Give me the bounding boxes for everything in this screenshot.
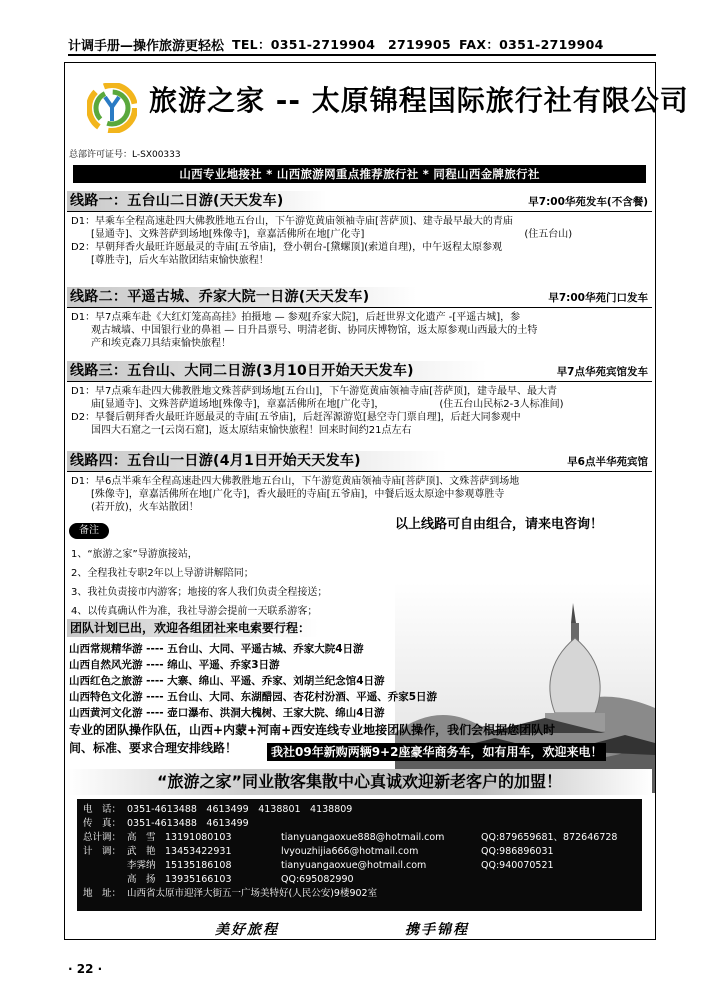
phone-value: 0351-4613488 4613499 4138801 4138809 [127,804,353,815]
person-name: 高 扬 [127,874,156,885]
honor-banner: 山西专业地接社 * 山西旅游网重点推荐旅行社 * 同程山西金牌旅行社 [73,165,646,183]
company-logo-icon [87,83,137,133]
itinerary-line: 观古城墙、中国银行业的鼻祖 — 日升昌票号、明清老街、协同庆博物馆，返太原参观山西最大的土特 [71,325,538,336]
person-label: 计 调： [83,846,122,857]
person-name: 李霁纳 [127,860,156,871]
notes-list [71,545,327,621]
person-email: tianyuangaoxue888@hotmail.com [281,832,445,843]
group-plan-title: 团队计划已出，欢迎各组团社来电索要行程： [67,619,318,637]
route-4-title: 线路四：五台山一日游(4月1日开始天天发车) [67,451,447,471]
person-mobile: 13935166103 [165,874,232,885]
person-email: tianyuangaoxue@hotmail.com [281,860,427,871]
welcome-banner: “旅游之家”同业散客集散中心真诚欢迎新老客户的加盟！ [67,769,652,795]
advert-page [64,62,689,940]
person-email: lvyouzhijia666@hotmail.com [281,846,419,857]
notes-tag: 备注 [69,523,109,539]
route-1-header [67,191,652,211]
person-mobile: 13191080103 [165,832,232,843]
route-3-title: 线路三：五台山、大同二日游(3月10日开始天天发车) [67,361,487,381]
route-2-title: 线路二：平遥古城、乔家大院一日游(天天发车) [67,287,417,307]
phone-label: 电 话： [83,804,122,815]
company-header [65,63,689,160]
group-plan-item: 山西自然风光游 ---- 绵山、平遥、乔家3日游 [69,659,280,671]
contact-person-row [83,873,636,887]
group-plan-item: 山西特色文化游 ---- 五台山、大同、东湖醋园、杏花村汾酒、平遥、乔家5日游 [69,691,438,703]
itinerary-line: D2：早餐后朝拜香火最旺许愿最灵的寺庙[五爷庙]，后赶浑源游览[悬空寺门票自理]，后赶大同参观中 [71,412,521,423]
itinerary-line: D1：早7点乘车赴四大佛教胜地文殊菩萨到场地[五台山]，下午游览黄庙领袖寺庙[菩萨顶]，建寺最早、最大青 [71,386,558,397]
person-qq: QQ:986896031 [481,846,554,857]
person-name: 高 雪 [127,832,156,843]
group-plan-item: 山西红色之旅游 ---- 大寨、绵山、平遥、乔家、刘胡兰纪念馆4日游 [69,675,385,687]
itinerary-line: D1：早6点半乘车全程高速赴四大佛教胜地五台山，下午游览黄庙领袖寺庙[菩萨顶]、文殊菩萨到场地 [71,476,520,487]
note-item: 1、“旅游之家”导游旗接站， [71,549,198,560]
itinerary-line: 国四大石窟之一[云岗石窟]，返太原结束愉快旅程！回来时间约21点左右 [71,425,412,436]
itinerary-line: (若开放)，火车站散团！ [71,502,199,513]
address-label: 地 址： [83,888,122,899]
route-1-itinerary [71,215,646,267]
person-mobile: 13453422931 [165,846,232,857]
person-mobile: 15135186108 [165,860,232,871]
route-4-header [67,451,652,471]
footer-slogan-right: 携手锦程 [405,922,469,938]
fax-value: 0351-4613488 4613499 [127,818,249,829]
professional-team-note [69,721,649,757]
top-tel: TEL：0351-2719904 2719905 [232,37,451,52]
route-3-header [67,361,652,381]
route-2-depart: 早7:00华苑门口发车 [548,292,648,304]
route-4-depart: 早6点半华苑宾馆 [567,456,648,468]
route-1-depart: 早7:00华苑发车(不含餐) [528,196,648,208]
route-2-header [67,287,652,307]
itinerary-line: D1：早乘车全程高速赴四大佛教胜地五台山，下午游览黄庙领袖寺庙[菩萨顶]、建寺最早最大的青庙 [71,216,513,227]
footer-slogan-left: 美好旅程 [215,922,279,938]
contact-address-row [83,887,636,901]
itinerary-line: D2：早朝拜香火最旺许愿最灵的寺庙[五爷庙]，登小朝台-[黛螺顶](索道自理)，中午返程太原参观 [71,242,503,253]
top-contact-strip [68,34,656,56]
note-item: 4、以传真确认件为准，我社导游会提前一天联系游客； [71,606,318,617]
route-2-itinerary [71,311,646,350]
itinerary-line: [尊胜寺]，后火车站散团结束愉快旅程！ [71,255,269,266]
handbook-slogan: 计调手册—操作旅游更轻松 [68,38,225,54]
contact-box [77,799,642,911]
itinerary-line: [殊像寺]，章嘉活佛所在地[广化寺]，香火最旺的寺庙[五爷庙]，中餐后返太原途中参观尊胜寺 [71,489,505,500]
itinerary-line: 庙[显通寺]、文殊菩萨道场地[殊像寺]，章嘉活佛所在地[广化寺]， (住五台山民标2-3人标准间) [71,399,564,410]
note-item: 2、全程我社专职2年以上导游讲解陪同； [71,568,254,579]
page-number: · 22 · [68,962,103,976]
itinerary-line: [显通寺]、文殊菩萨到场地[殊像寺]，章嘉活佛所在地[广化寺] (住五台山) [71,229,573,240]
vehicle-highlight: 我社09年新购两辆9+2座豪华商务车，如有用车，欢迎来电！ [267,743,606,761]
contact-person-row [83,845,636,859]
group-plan-list [69,641,437,721]
person-name: 武 艳 [127,846,156,857]
contact-person-row [83,831,636,845]
route-3-itinerary [71,385,646,437]
person-qq: QQ:695082990 [281,874,354,885]
contact-fax-row [83,817,636,831]
address-value: 山西省太原市迎泽大街五一广场美特好(人民公安)9楼902室 [127,888,378,899]
permit-number: 总部许可证号：L-SX00333 [69,150,181,160]
contact-phone-row [83,803,636,817]
group-plan-item: 山西常规精华游 ---- 五台山、大同、平遥古城、乔家大院4日游 [69,643,364,655]
contact-person-row [83,859,636,873]
group-plan-item: 山西黄河文化游 ---- 壶口瀑布、洪洞大槐树、王家大院、绵山4日游 [69,707,385,719]
itinerary-line: 产和埃克森刀具结束愉快旅程！ [71,338,231,349]
person-qq: QQ:879659681、872646728 [481,832,618,843]
top-fax: FAX：0351-2719904 [459,37,604,52]
person-label: 总计调： [83,832,122,843]
route-1-title: 线路一：五台山二日游(天天发车) [67,191,327,211]
route-4-itinerary [71,475,646,514]
combine-note: 以上线路可自由组合，请来电咨询！ [395,517,604,532]
note-item: 3、我社负责接市内游客；地接的客人我们负责全程接送； [71,587,328,598]
itinerary-line: D1：早7点乘车赴《大红灯笼高高挂》拍摄地 — 参观[乔家大院]，后赶世界文化遗产 -[平遥古城]，参 [71,312,521,323]
person-qq: QQ:940070521 [481,860,554,871]
company-title: 旅游之家 -- 太原锦程国际旅行社有限公司 [149,84,689,117]
pro-line-1: 专业的团队操作队伍，山西+内蒙+河南+西安连线专业地接团队操作，我们会根据您团队时 [69,723,556,737]
fax-label: 传 真： [83,818,122,829]
route-3-depart: 早7点华苑宾馆发车 [556,366,648,378]
pro-line-2: 间、标准、要求合理安排线路！ [69,741,238,755]
